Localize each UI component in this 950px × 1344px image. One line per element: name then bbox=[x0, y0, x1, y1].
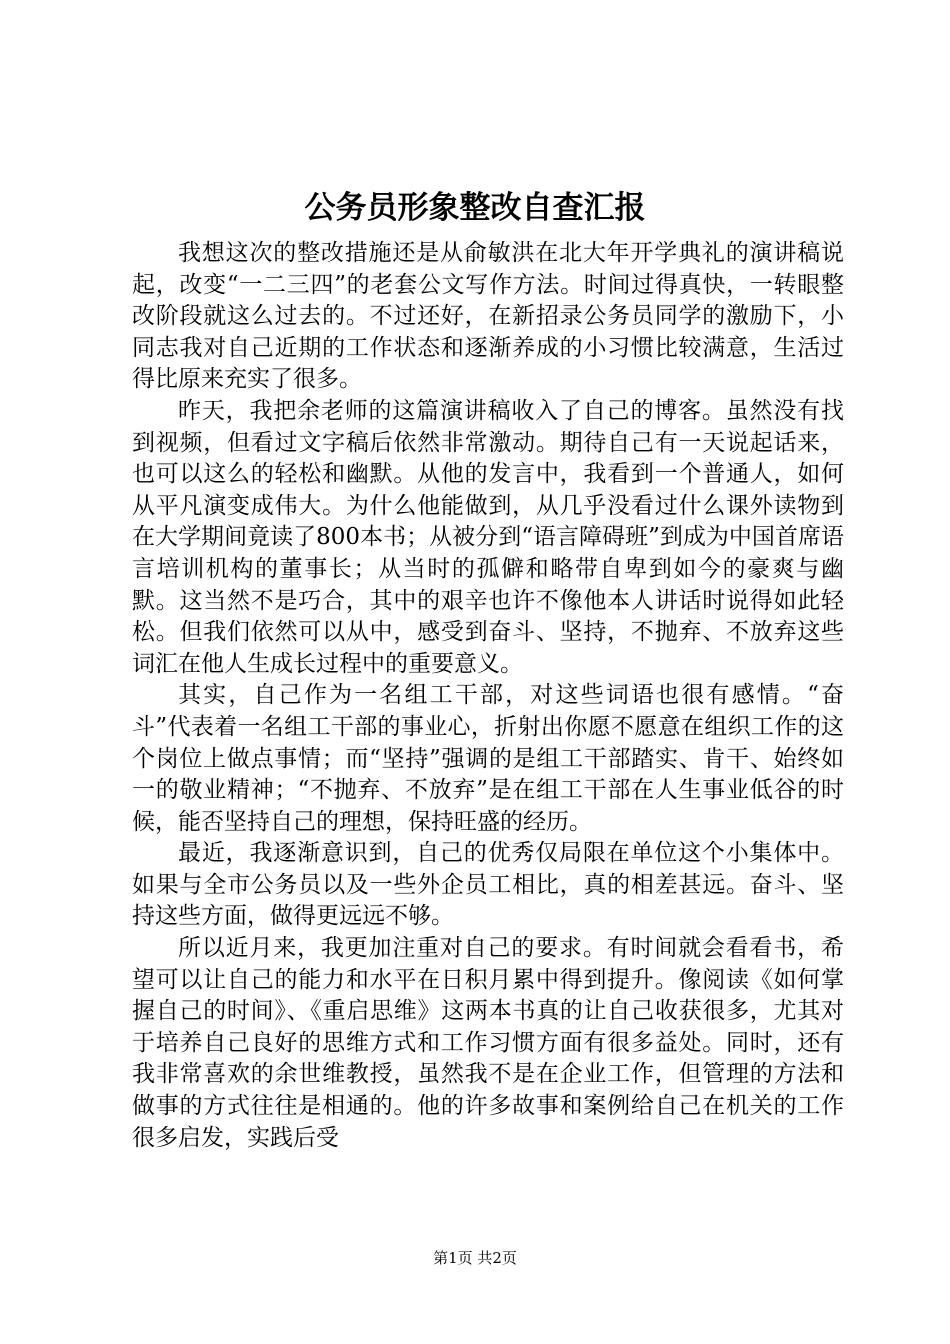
page-number-footer: 第1页 共2页 bbox=[433, 1249, 517, 1267]
paragraph-3: 其实，自己作为一名组工干部，对这些词语也很有感情。“奋斗”代表着一名组工干部的事业心，折射出你愿不愿意在组织工作的这个岗位上做点事情；而“坚持”强调的是组工干部踏实、肯干、始终如一的敬业精神；“不抛弃、不放弃”是在组工干部在人生事业低谷的时候，能否坚持自己的理想，保持旺盛的经历。 bbox=[132, 682, 844, 835]
paragraph-1: 我想这次的整改措施还是从俞敏洪在北大年开学典礼的演讲稿说起，改变“一二三四”的老套公文写作方法。时间过得真快，一转眼整改阶段就这么过去的。不过还好，在新招录公务员同学的激励下，小同志我对自己近期的工作状态和逐渐养成的小习惯比较满意，生活过得比原来充实了很多。 bbox=[132, 240, 844, 393]
document-title: 公务员形象整改自查汇报 bbox=[304, 190, 646, 226]
paragraph-4: 最近，我逐渐意识到，自己的优秀仅局限在单位这个小集体中。如果与全市公务员以及一些外企员工相比，真的相差甚远。奋斗、坚持这些方面，做得更远远不够。 bbox=[132, 840, 844, 930]
document-body bbox=[132, 238, 844, 1154]
paragraph-2: 昨天，我把余老师的这篇演讲稿收入了自己的博客。虽然没有找到视频，但看过文字稿后依然非常激动。期待自己有一天说起话来，也可以这么的轻松和幽默。从他的发言中，我看到一个普通人，如何从平凡演变成伟大。为什么他能做到，从几乎没看过什么课外读物到在大学期间竟读了800本书；从被分到“语言障碍班”到成为中国首席语言培训机构的董事长；从当时的孤僻和略带自卑到如今的豪爽与幽默。这当然不是巧合，其中的艰辛也许不像他本人讲话时说得如此轻松。但我们依然可以从中，感受到奋斗、坚持，不抛弃、不放弃这些词汇在他人生成长过程中的重要意义。 bbox=[132, 397, 844, 677]
paragraph-5: 所以近月来，我更加注重对自己的要求。有时间就会看看书，希望可以让自己的能力和水平在日积月累中得到提升。像阅读《如何掌握自己的时间》、《重启思维》这两本书真的让自己收获很多，尤其对于培养自己良好的思维方式和工作习惯方面有很多益处。同时，还有我非常喜欢的余世维教授，虽然我不是在企业工作，但管理的方法和做事的方式往往是相通的。他的许多故事和案例给自己在机关的工作很多启发，实践后受 bbox=[132, 935, 844, 1151]
